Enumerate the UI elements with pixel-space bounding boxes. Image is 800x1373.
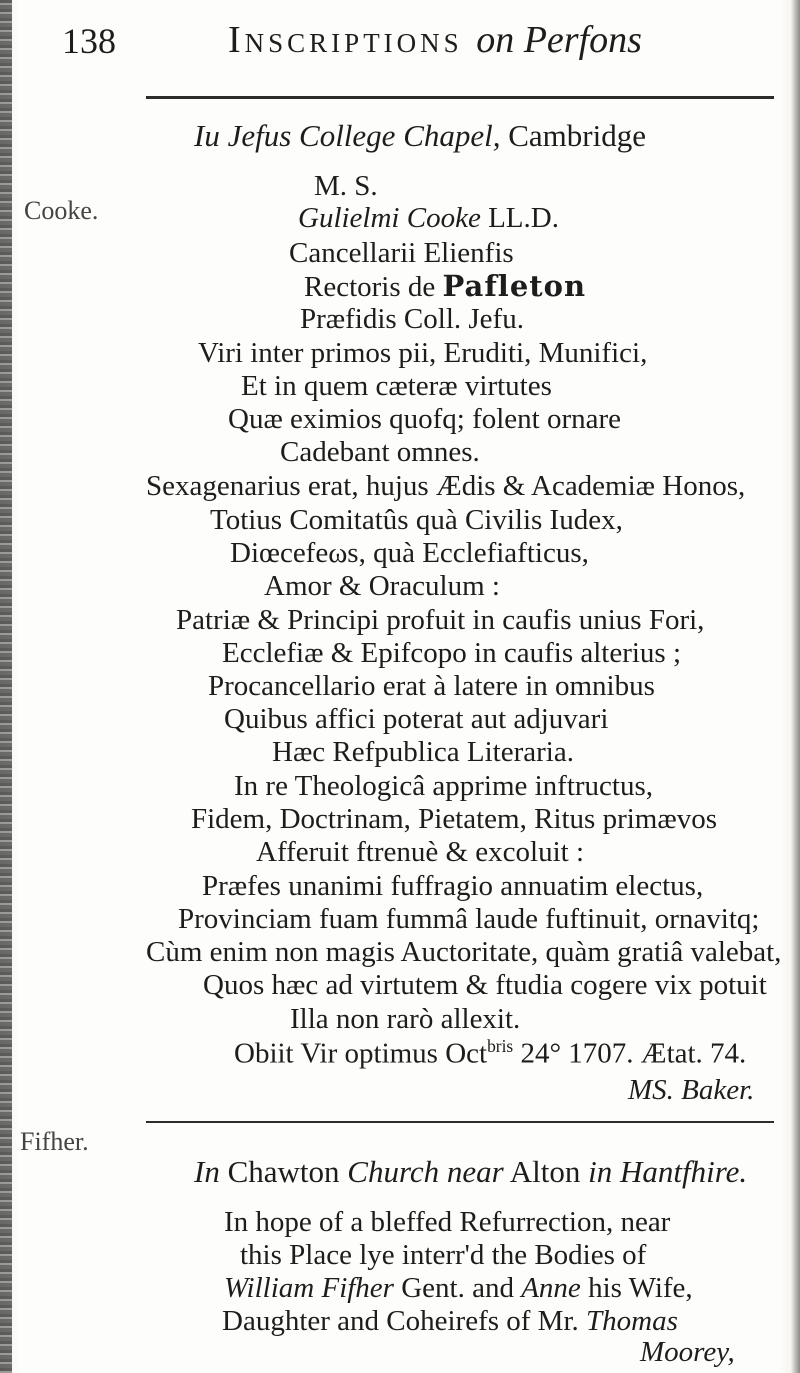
inscription-1-heading [194, 120, 646, 151]
inscription-line: Procancellario erat à latere in omnibus [208, 670, 655, 702]
inscription-2-names-line [224, 1274, 693, 1303]
inscription-line: Quos hæc ad virtutem & ftudia cogere vix potuit [203, 969, 767, 1001]
heading-church: Church near [347, 1154, 504, 1189]
inscription-rector-line [304, 269, 587, 303]
inscription-line: Cùm enim non magis Auctoritate, quàm gratiâ valebat, [146, 936, 782, 968]
inscription-line: Et in quem cæteræ virtutes [241, 370, 552, 402]
inscription-line: Cancellarii Elienfis [289, 237, 514, 269]
inscription-line: Præfes unanimi fuffragio annuatim electus, [202, 870, 704, 902]
name-william-fisher: William Fifher [224, 1272, 394, 1304]
inscription-line: Totius Comitatûs quà Civilis Iudex, [210, 504, 623, 536]
heading-place: Chawton [227, 1154, 340, 1189]
inscription-name-line [298, 204, 559, 233]
inscription-2-line: In hope of a bleffed Refurrection, near [224, 1206, 671, 1238]
header-rule [146, 96, 774, 99]
running-head-italic: on Perfons [476, 19, 642, 61]
heading-roman: Cambridge [508, 118, 646, 153]
inscription-line: Fidem, Doctrinam, Pietatem, Ritus primævos [191, 803, 717, 835]
inscription-line: Amor & Oraculum : [264, 570, 500, 602]
obit-sup: bris [487, 1036, 514, 1056]
binding-edge [0, 0, 12, 1373]
inscription-line: Præfidis Coll. Jefu. [300, 303, 524, 335]
margin-note-cooke: Cooke. [24, 196, 99, 225]
inscription-line: Viri inter primos pii, Eruditi, Munifici, [198, 337, 648, 369]
heading-in-2: in [588, 1154, 613, 1189]
name-roman: LL.D. [488, 202, 559, 234]
inscription-line: Ecclefiæ & Epifcopo in caufis alterius ; [222, 637, 682, 669]
heading-town: Alton [509, 1154, 581, 1189]
inscription-line: Sexagenarius erat, hujus Ædis & Academiæ Honos, [146, 470, 746, 502]
inscription-2-heading [194, 1156, 747, 1187]
inscription-line: Quæ eximios quofq; folent ornare [228, 403, 622, 435]
margin-note-fisher: Fifher. [20, 1127, 89, 1156]
rector-text: Rectoris de [304, 271, 436, 303]
heading-italic: Iu Jefus College Chapel, [194, 118, 501, 153]
inscription-line: Provinciam fuam fummâ laude fuftinuit, ornavitq; [178, 903, 760, 935]
inscription-2-daughter-line [222, 1307, 678, 1336]
daughter-text: Daughter and Coheirefs of Mr. [222, 1305, 579, 1337]
names-mid: Gent. and [401, 1272, 514, 1304]
rector-place-blackletter: Pafleton [442, 269, 587, 303]
source-attribution: MS. Baker. [628, 1074, 755, 1106]
inscription-line: Hæc Refpublica Literaria. [272, 736, 574, 768]
inscription-line: Afferuit ftrenuè & excoluit : [256, 836, 585, 868]
inscription-2-line: this Place lye interr'd the Bodies of [240, 1239, 647, 1271]
obit-text: Obiit Vir optimus Oct [234, 1037, 488, 1070]
inscription-line: Diœcefeωs, quà Ecclefiafticus, [230, 537, 589, 569]
inscription-line: Quibus affici poterat aut adjuvari [224, 703, 609, 735]
inscription-line: Patriæ & Principi profuit in caufis unius Fori, [176, 604, 705, 636]
inscription-obit-line [234, 1038, 746, 1069]
heading-county: Hantfhire. [620, 1154, 748, 1189]
inscription-line: M. S. [314, 170, 378, 202]
inscription-line: Illa non rarò allexit. [290, 1003, 521, 1035]
names-end: his Wife, [588, 1272, 693, 1304]
obit-rest: 24° 1707. Ætat. 74. [520, 1037, 747, 1070]
name-anne: Anne [521, 1272, 581, 1304]
heading-in: In [194, 1154, 220, 1189]
section-rule [146, 1121, 774, 1123]
running-head [228, 18, 642, 62]
name-italic: Gulielmi Cooke [298, 202, 481, 234]
catchword: Moorey, [640, 1336, 735, 1368]
running-head-caps: Inscriptions [228, 19, 463, 61]
page-edge-shadow [790, 0, 800, 1373]
page-number: 138 [62, 21, 116, 61]
inscription-line: In re Theologicâ apprime inftructus, [234, 770, 654, 802]
name-thomas: Thomas [586, 1305, 678, 1337]
inscription-line: Cadebant omnes. [280, 436, 480, 468]
